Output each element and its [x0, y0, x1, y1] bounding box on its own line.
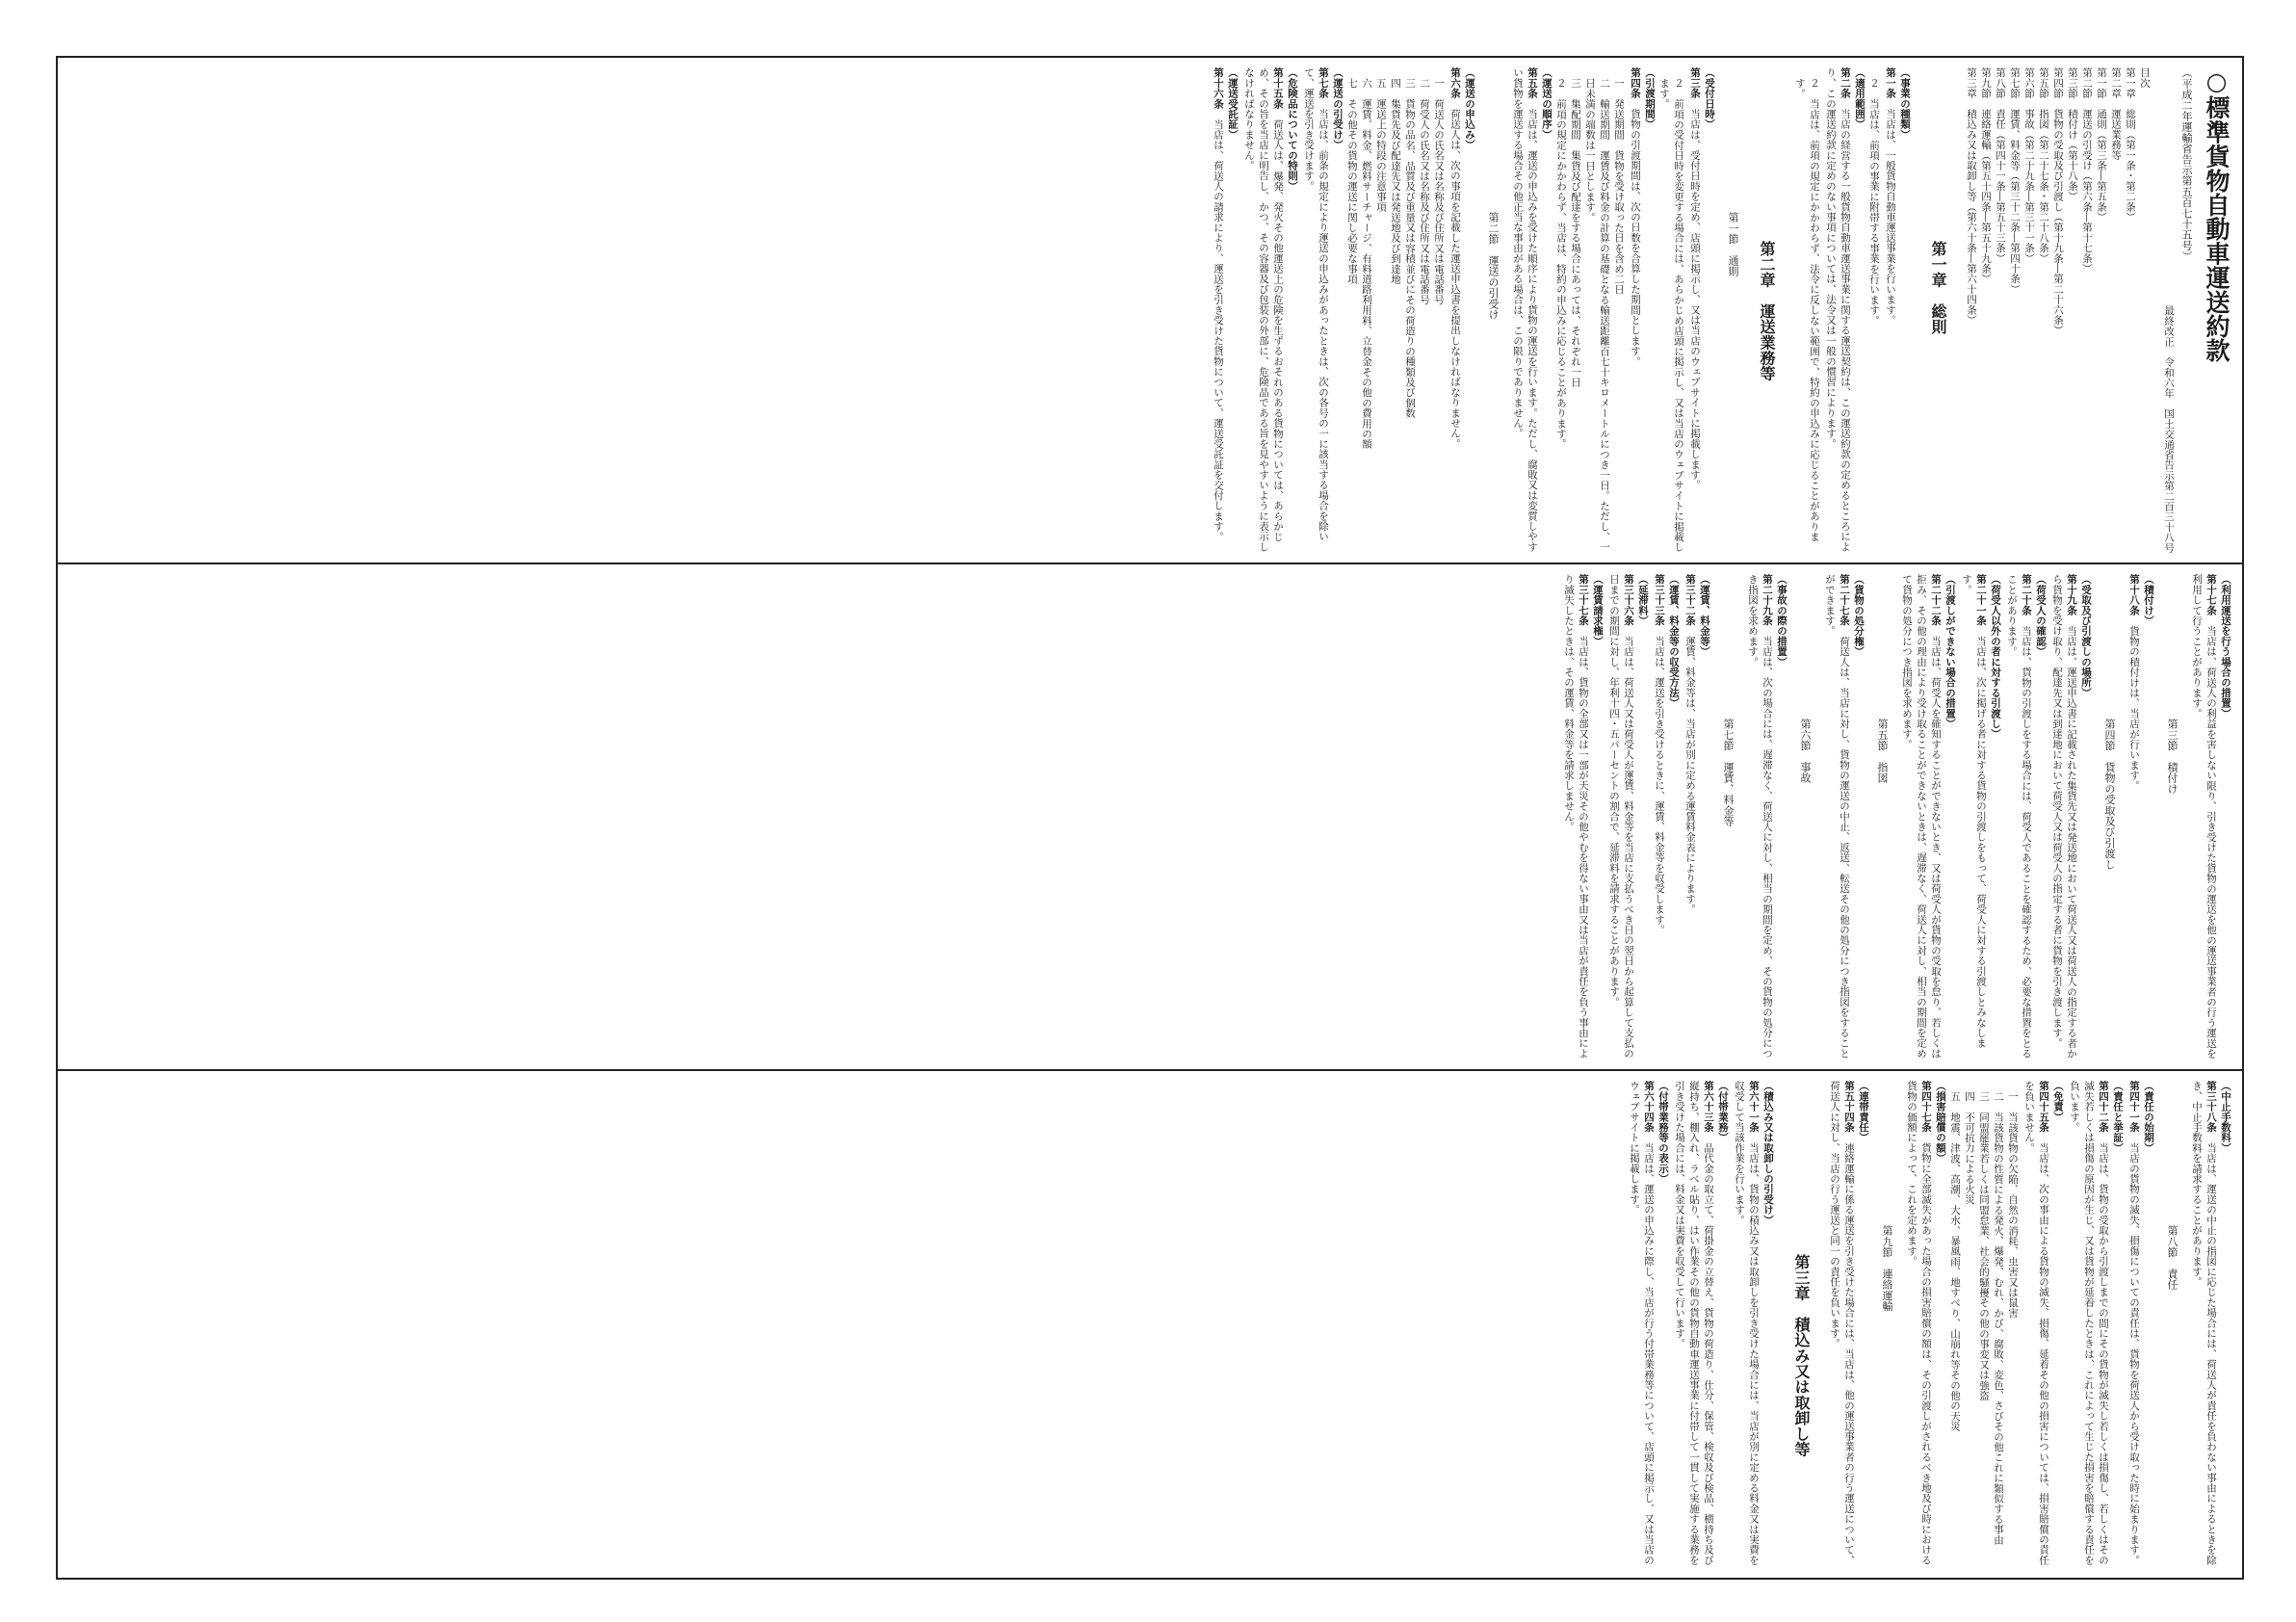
article	[1627, 1081, 1656, 1568]
article-number: 第四十一条	[2128, 1081, 2140, 1133]
article	[1899, 574, 1943, 1060]
article-number: 第二十九条	[1761, 574, 1773, 626]
article-text: 当店は、前条の規定により運送の申込みがあったときは、次の各号の一に該当する場合を除いて、運送を引き受けます。	[1303, 67, 1329, 542]
article-text: 当店は、荷送人の請求により、運送を引き受けた貨物について、運送受託証を交付します。	[1213, 108, 1224, 542]
article-text: 当店は、貨物の受取から引渡しまでの間にその貨物が滅失し若しくは損傷し、若しくはその滅失若しくは損傷の原因が生じ、又は貨物が延着したときは、これによって生じた損害を賠償する責任を負います。	[2069, 1081, 2109, 1565]
section-heading: 第七節 運賃、料金等	[1722, 719, 1735, 826]
paragraph: ２ 前項の受付日時を変更する場合には、あらかじめ店頭に掲示し、又は当店のウェブサイトに掲載します。	[1658, 78, 1684, 553]
article-caption: （運賃請求権）	[1592, 574, 1604, 646]
article-caption: （荷受人の確認）	[2035, 574, 2047, 657]
article-number: 第二十一条	[1975, 574, 1987, 626]
article-text: 当店は、貨物の全部又は一部が天災その他やむを得ない事由又は当店が責任を負う事由により滅失したときは、その運賃、料金等を請求しません。	[1563, 574, 1589, 1059]
paragraph: 一 当該貨物の欠陥、自然の消耗、虫害又は鼠害	[2007, 1091, 2019, 1319]
article-text: 当店は、貨物の積込み又は取卸しを引き受けた場合には、当店が別に定める料金又は実費を収受して当該作業を行います。	[1734, 1081, 1760, 1565]
paragraph: ２ 当店は、前項の事業に附帯する事業を行います。	[1868, 78, 1880, 326]
document-frame	[56, 56, 2244, 1580]
toc-item: 第二章 運送業務等	[2110, 67, 2122, 161]
article	[1561, 574, 1590, 1060]
toc-item: 第四節 貨物の受取及び引渡し（第十九条―第二十六条）	[2052, 67, 2064, 336]
toc-item: 第三節 積付け（第十八条）	[2067, 67, 2078, 202]
article	[1211, 67, 1225, 553]
article-caption: （貨物の処分権）	[1853, 574, 1865, 657]
article-text: 貨物に全部滅失があった場合の損害賠償の額は、その引渡しがされるべき地及び時における貨物の価額によって、これを定めます。	[1906, 1081, 1932, 1565]
article	[2022, 1081, 2050, 1568]
article-text: 当店は、運送の申込みを受けた順序により貨物の運送を行います。ただし、腐敗又は変質しやすい貨物を運送する場合その他正当な事由がある場合は、この限りでありません。	[1512, 67, 1538, 552]
article-text: 当店は、受付日時を定め、店頭に掲示し、又は当店のウェブサイトに掲載します。	[1689, 98, 1701, 490]
paragraph: 三 貨物の品名、品質及び重量又は容積並びにその荷造りの種類及び個数	[1404, 78, 1416, 419]
article-number: 第四十二条	[2098, 1081, 2109, 1133]
text-columns-lower	[67, 1081, 2232, 1568]
article	[1241, 67, 1285, 553]
section-heading: 第六節 事故	[1799, 719, 1812, 784]
article-caption: （危険品についての特則）	[1287, 67, 1298, 192]
article-caption: （延滞料）	[1637, 574, 1649, 626]
article	[2189, 1081, 2218, 1568]
paragraph: 六 運賃、料金、燃料サーチャージ、有料道路利用料、立替金その他の費用の額	[1361, 78, 1372, 450]
article	[1687, 67, 1702, 553]
paragraph: ２ 前項の規定にかかわらず、当店は、特約の申込みに応じることがあります。	[1555, 78, 1567, 450]
paragraph: 七 その他その貨物の運送に関し必要な事項	[1346, 78, 1358, 284]
article-number: 第五十四条	[1843, 1081, 1855, 1133]
article-text: 品代金の取立て、荷掛金の立替え、貨物の荷造り、仕分、保管、検収及び検品、横持ち及び縦持ち、棚入れ、ラベル貼り、はい作業その他の貨物自動車運送事業に付帯して一貫して実施する業務を引き受けた場合には、料金又は実費を収受して行います。	[1674, 1081, 1714, 1565]
article-number: 第二十七条	[1839, 574, 1850, 626]
article-caption: （受取及び引渡しの場所）	[2080, 574, 2092, 698]
article	[2189, 574, 2218, 1060]
article-text: 当店は、次の場合には、遅滞なく、荷送人に対し、相当の期間を定め、その貨物の処分につき指図を求めます。	[1747, 574, 1773, 1059]
section-heading: 第四節 貨物の受取及び引渡し	[2103, 719, 2116, 870]
article-text: 当店は、荷受人を確知することができないとき、又は荷受人が貨物の受取を怠り、若しくは拒み、その他の理由により受け取ることができないときは、遅滞なく、荷送人に対し、相当の期間を定めて貨物の処分につき指図を求めます。	[1901, 574, 1942, 1059]
article-number: 第六十一条	[1748, 1081, 1760, 1133]
article-number: 第三十八条	[2205, 1081, 2217, 1133]
toc-item: 第七節 運賃、料金等（第三十二条―第四十条）	[2009, 67, 2021, 295]
article-number: 第六十四条	[1643, 1081, 1655, 1133]
article	[1959, 574, 1988, 1060]
section-heading: 第八節 責任	[2166, 1225, 2179, 1291]
article-caption: （損害賠償の額）	[1935, 1081, 1946, 1164]
article	[1822, 574, 1851, 1060]
section-heading: 第一節 通則	[1727, 212, 1739, 277]
article-text: 当店は、一般貨物自動車運送事業を行います。	[1885, 98, 1896, 326]
paragraph: 二 荷受人の氏名又は名称及び住所又は電話番号	[1419, 78, 1430, 305]
band-upper	[58, 58, 2242, 564]
article-text: 当店は、荷送人の利益を害しない限り、引き受けた貨物の運送を他の運送事業者の行う運送を利用して行うことがあります。	[2191, 574, 2217, 1059]
toc-item: 第三章 積込み又は取卸し等（第六十条―第六十四条）	[1966, 67, 1977, 326]
article	[1683, 574, 1697, 1060]
article-number: 第三十七条	[1578, 574, 1589, 626]
paragraph: 一 荷送人の氏名又は名称及び住所又は電話番号	[1433, 78, 1445, 305]
article-number: 第十六条	[1213, 67, 1224, 109]
article-caption: （運送の申込み）	[1464, 67, 1475, 150]
article	[1827, 1081, 1856, 1568]
article-text: 荷送人は、爆発、発火その他運送上の危険を生ずるおそれのある貨物については、あらかじめ、その旨を当店に明告し、かつ、その容器及び包装の外部に、危険品である旨を見やすいように表示しなければなりません。	[1243, 67, 1284, 552]
article-caption: （引渡しができない場合の措置）	[1944, 574, 1956, 729]
article	[2049, 574, 2078, 1060]
paragraph: 三 集配期間 集貨及び配達をする場合にあっては、それぞれ一日	[1570, 78, 1581, 387]
toc-label: 目次	[2139, 67, 2151, 89]
article	[1904, 1081, 1933, 1568]
article-caption: （事故の際の措置）	[1776, 574, 1787, 667]
article-text: 貨物の積付けは、当店が行います。	[2128, 615, 2140, 791]
toc-item: 第八節 責任（第四十一条―第五十三条）	[1995, 67, 2006, 264]
article	[2004, 574, 2033, 1060]
toc-item: 第六節 事故（第二十九条―第三十一条）	[2023, 67, 2035, 264]
article-number: 第十八条	[2128, 574, 2140, 615]
article-caption: （事業の種類）	[1899, 67, 1911, 140]
article-number: 第四十七条	[1920, 1081, 1932, 1133]
article-caption: （利用運送を行う場合の措置）	[2220, 574, 2231, 719]
article	[2067, 1081, 2110, 1568]
paragraph: 二 当該貨物の性質による発火、爆発、むれ、かび、腐敗、変色、さびその他これに類似する事由	[1993, 1091, 2004, 1545]
article-caption: （積込み又は取卸しの引受け）	[1762, 1081, 1774, 1225]
article-number: 第三十二条	[1684, 574, 1696, 626]
article-text: 当店の貨物の滅失、損傷についての責任は、貨物を荷送人から受け取った時に始まります。	[2128, 1132, 2140, 1565]
article	[1745, 574, 1774, 1060]
revision-note: 最終改正 令和六年 国土交通省告示第二百三十八号	[2163, 305, 2175, 553]
article-number: 第六条	[1449, 67, 1461, 99]
article-number: 第一条	[1885, 67, 1896, 99]
paragraph: 四 集貨先及び配達先又は発送地及び到達地	[1390, 78, 1401, 284]
toc-items	[1964, 67, 2137, 553]
article	[1301, 67, 1330, 553]
table-of-contents	[1964, 67, 2152, 553]
article-caption: （中止手数料）	[2220, 1081, 2231, 1153]
article	[2126, 574, 2141, 1060]
article-number: 第十七条	[2205, 574, 2217, 615]
article-caption: （積付け）	[2143, 574, 2154, 626]
article	[1672, 1081, 1715, 1568]
band-lower	[58, 1071, 2242, 1578]
article-text: 当店は、荷送人又は荷受人が運賃、料金等を当店に支払うべき日の翌日から起算して支払の日までの期間に対し、年利十四・五パーセントの割合で、延滞料を請求することがあります。	[1608, 574, 1634, 1059]
article-text: 当店は、次の事由による貨物の滅失、損傷、延着その他の損害については、損害賠償の責任を負いません。	[2023, 1081, 2049, 1565]
paragraph: ２ 当店は、前項の規定にかかわらず、法令に反しない範囲で、特約の申込みに応じることがあります。	[1794, 78, 1820, 542]
article-number: 第四十五条	[2038, 1081, 2049, 1133]
paragraph: 五 運送上の特段の注意事項	[1375, 78, 1387, 213]
chapter-heading: 第三章 積込み又は取卸し等	[1792, 1254, 1811, 1457]
paragraph: 五 地震、津波、高潮、大水、暴風雨、地すべり、山崩れ等その他の天災	[1949, 1091, 1961, 1432]
article-caption: （免責）	[2052, 1081, 2064, 1122]
article-number: 第三十六条	[1623, 574, 1634, 626]
article-text: 当店は、貨物の引渡しをする場合には、荷受人であることを確認するため、必要な措置をとることがあります。	[2006, 574, 2032, 1059]
article	[1628, 67, 1642, 553]
paragraph: 一 発送期間 貨物を受け取った日を含め二日	[1613, 78, 1625, 295]
article-text: 当店の経営する一般貨物自動車運送事業に関する運送契約は、この運送約款の定めるところにより、この運送約款に定めのない事項については、法令又は一般の慣習によります。	[1825, 67, 1851, 552]
toc-item: 第九節 連絡運輸（第五十四条―第五十九条）	[1980, 67, 1992, 284]
article-text: 当店は、運送の中止の指図に応じた場合には、荷送人が責任を負わない事由によるときを除き、中止手数料を請求することがあります。	[2191, 1081, 2217, 1565]
band-middle	[58, 564, 2242, 1071]
article-caption: （運賃、料金等）	[1699, 574, 1710, 657]
text-columns-upper	[67, 67, 2232, 553]
article-caption: （運送受託証）	[1227, 67, 1239, 140]
article-number: 第六十三条	[1703, 1081, 1714, 1133]
article-number: 第二十条	[2021, 574, 2032, 615]
article-number: 第十九条	[2066, 574, 2077, 615]
article-text: 当店は、次に掲げる者に対する貨物の引渡しをもって、荷受人に対する引渡しとみなします。	[1961, 574, 1987, 1049]
article	[1732, 1081, 1761, 1568]
article-number: 第三十三条	[1654, 574, 1665, 626]
article-number: 第二条	[1839, 67, 1851, 99]
text-columns-middle	[67, 574, 2232, 1060]
article	[1652, 574, 1666, 1060]
section-heading: 第九節 連絡運輸	[1881, 1225, 1893, 1312]
article-caption: （責任と挙証）	[2112, 1081, 2124, 1153]
chapter-heading: 第一章 総則	[1929, 241, 1947, 335]
paragraph: 三 同盟罷業若しくは同盟怠業、社会的騒擾その他の事変又は強盗	[1978, 1091, 1990, 1400]
chapter-heading: 第二章 運送業務等	[1758, 241, 1776, 381]
article-number: 第三条	[1689, 67, 1701, 99]
toc-item: 第五節 指図（第二十七条・第二十八条）	[2038, 67, 2049, 264]
paragraph: 二 輸送期間 運賃及び料金の計算の基礎となる輸送距離百七十キロメートルにつき一日。ただし、一日未満の端数は一日とします。	[1584, 78, 1610, 553]
toc-item: 第二節 運送の引受け（第六条―第十七条）	[2081, 67, 2093, 274]
article-number: 第二十二条	[1930, 574, 1942, 626]
article-caption: （運送の引受け）	[1332, 67, 1344, 150]
article	[2126, 1081, 2141, 1568]
article-text: 貨物の引渡期間は、次の日数を合算した期間とします。	[1630, 98, 1641, 367]
article	[1606, 574, 1635, 1060]
section-heading: 第二節 運送の引受け	[1487, 212, 1500, 320]
toc-item: 第一節 通則（第三条―第五条）	[2096, 67, 2107, 222]
article-caption: （付帯業務等の表示）	[1657, 1081, 1669, 1184]
article-text: 連絡運輸に係る運送を引き受けた場合には、当店は、他の運送事業者の行う運送について、荷送人に対し、当店の行う運送と同一の責任を負います。	[1829, 1081, 1855, 1565]
article-caption: （引渡期間）	[1644, 67, 1656, 130]
article-text: 運賃、料金等は、当店が別に定める運賃料金表によります。	[1684, 625, 1696, 915]
article-number: 第四条	[1630, 67, 1641, 99]
article-text: 当店は、運送申込書に記載された集貨先又は発送地において荷送人又は荷送人の指定する者から貨物を受け取り、配達先又は到達地において荷受人又は荷受人の指定する者に貨物を引き渡します。	[2051, 574, 2077, 1059]
article-caption: （連帯責任）	[1858, 1081, 1869, 1143]
toc-item: 第一章 総則（第一条・第二条）	[2125, 67, 2136, 222]
paragraph: 四 不可抗力による火災	[1964, 1091, 1975, 1205]
article-caption: （受付日時）	[1704, 67, 1715, 130]
article-text: 当店は、運送を引き受けるときに、運賃、料金等を収受します。	[1654, 625, 1665, 935]
article-text: 荷送人は、当店に対し、貨物の運送の中止、返送、転送その他の処分につき指図をすることができます。	[1824, 574, 1850, 1059]
article-caption: （荷受人以外の者に対する引渡し）	[1990, 574, 2001, 740]
document-subtitle: （平成二年運輸省告示第五百七十五号）	[2180, 67, 2193, 262]
section-heading: 第五節 指図	[1876, 719, 1889, 784]
article-number: 第五条	[1526, 67, 1538, 99]
article	[1510, 67, 1539, 553]
article-text: 当店は、運送の申込みに際し、当店が行う付帯業務等について、店頭に掲示し、又は当店のウェブサイトに掲載します。	[1629, 1081, 1655, 1565]
article	[1823, 67, 1852, 553]
section-heading: 第三節 積付け	[2166, 719, 2179, 795]
article	[1448, 67, 1462, 553]
document-title: ○標準貨物自動車運送約款	[2203, 67, 2231, 363]
article-number: 第十五条	[1272, 67, 1284, 109]
article-caption: （運賃、料金等の収受方法）	[1668, 574, 1680, 709]
article-caption: （責任の始期）	[2143, 1081, 2154, 1153]
article-number: 第七条	[1318, 67, 1329, 99]
article-caption: （運送の順序）	[1541, 67, 1552, 140]
article-caption: （適用範囲）	[1854, 67, 1866, 130]
article	[1883, 67, 1897, 553]
article-caption: （付帯業務）	[1717, 1081, 1729, 1143]
article-text: 荷送人は、次の事項を記載した運送申込書を提出しなければなりません。	[1449, 98, 1461, 449]
